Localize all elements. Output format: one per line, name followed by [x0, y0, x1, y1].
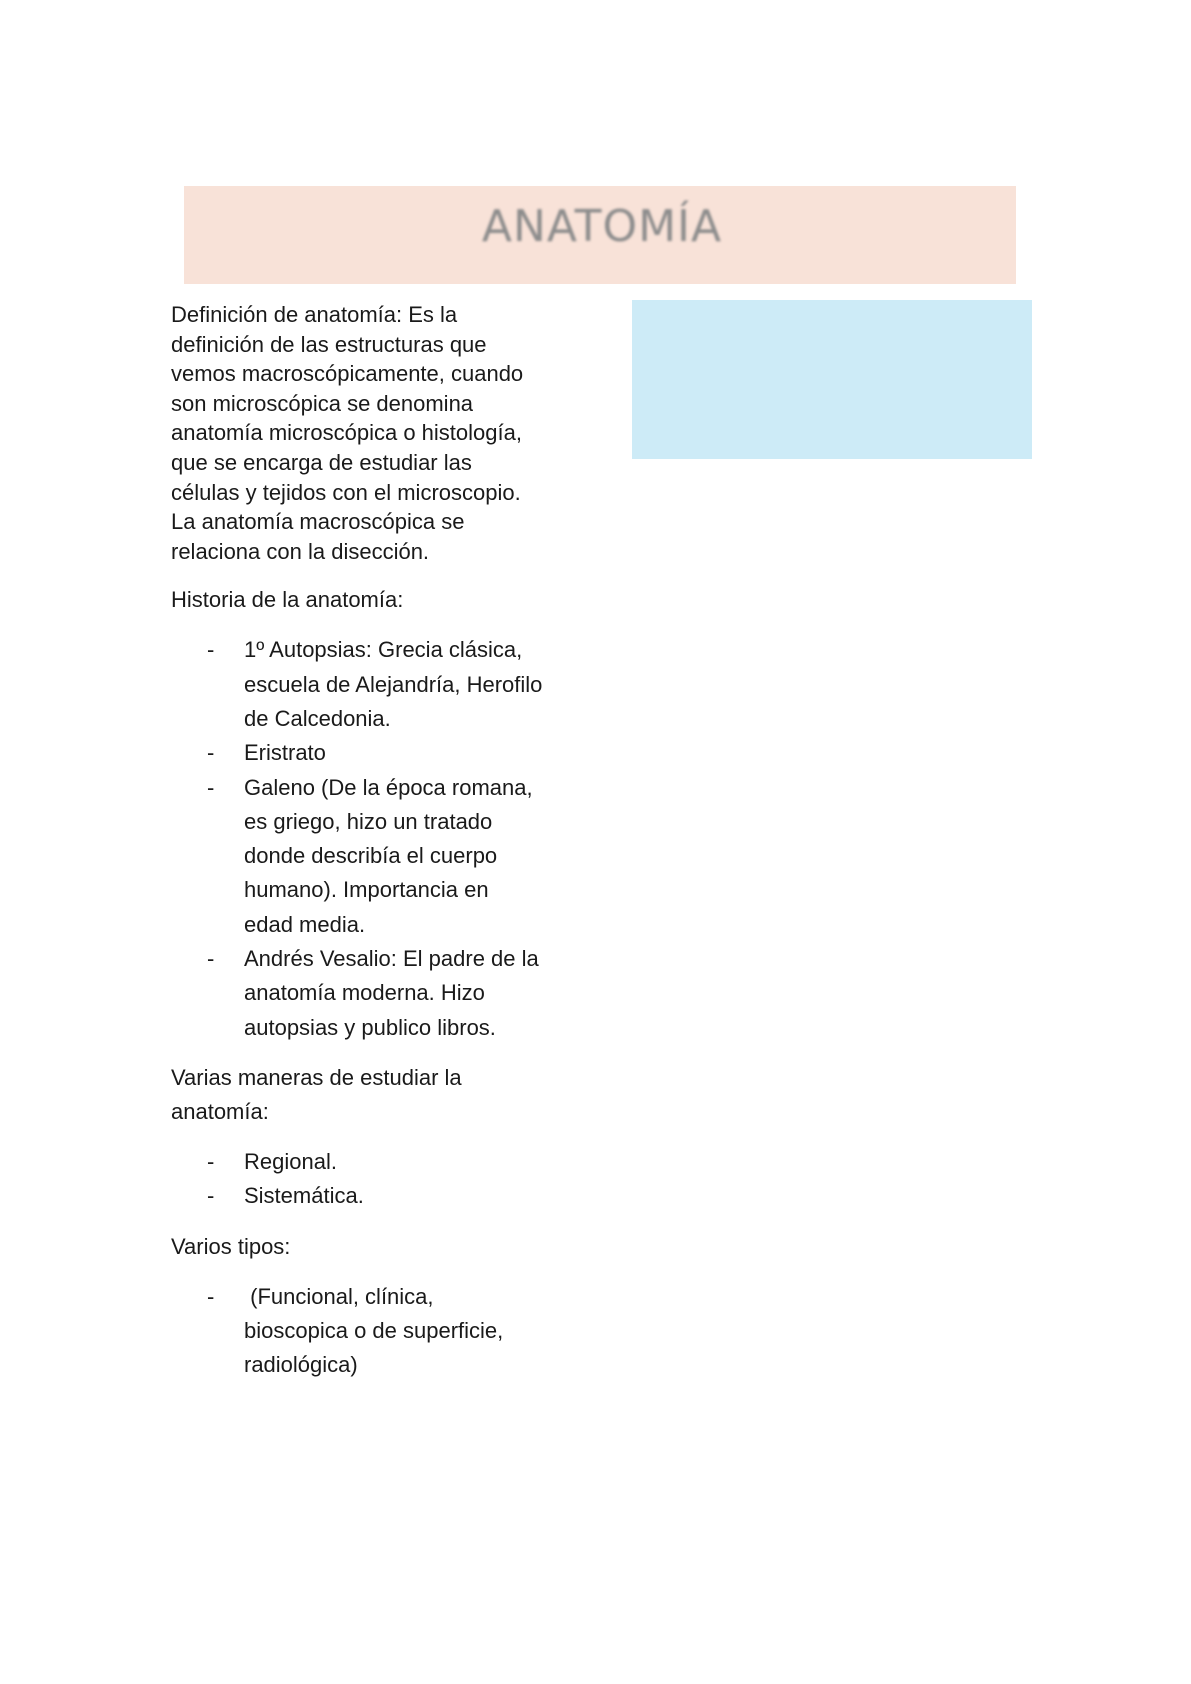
list-line: anatomía moderna. Hizo [244, 980, 485, 1006]
list-item-text [244, 736, 584, 770]
list-item [171, 736, 591, 770]
list-line: edad media. [244, 911, 366, 937]
list-line: humano). Importancia en [244, 877, 489, 903]
list-line: radiológica) [244, 1352, 358, 1378]
intro-line: Definición de anatomía: Es la [171, 302, 458, 327]
list-line: donde describía el cuerpo [244, 843, 498, 869]
intro-line: relaciona con la disección. [171, 538, 430, 564]
list-item [171, 771, 591, 942]
page-title: ANATOMÍA [481, 200, 723, 252]
tipos-list [171, 1280, 591, 1383]
list-item [171, 942, 591, 1045]
list-item-text [244, 1145, 584, 1179]
intro-line: células y tejidos con el microscopio. [171, 479, 521, 505]
intro-line: anatomía microscópica o histología, [171, 420, 522, 446]
list-item [171, 1179, 591, 1213]
list-item [171, 1280, 591, 1383]
list-line: de Calcedonia. [244, 705, 391, 731]
historia-list [171, 633, 591, 1045]
list-line: Eristrato [244, 740, 326, 766]
intro-line: son microscópica se denomina [171, 390, 474, 416]
heading-line: Varias maneras de estudiar la [171, 1064, 462, 1090]
list-line: escuela de Alejandría, Herofilo [244, 671, 543, 697]
bullet-dash: - [207, 1183, 215, 1209]
list-line: es griego, hizo un tratado [244, 808, 493, 834]
maneras-heading [171, 1061, 591, 1129]
intro-line: definición de las estructuras que [171, 331, 487, 357]
intro-paragraph [171, 300, 591, 566]
intro-line: que se encarga de estudiar las [171, 449, 472, 475]
list-item [171, 1145, 591, 1179]
blue-box [632, 300, 1032, 459]
historia-heading: Historia de la anatomía: [171, 587, 404, 613]
list-line: 1º Autopsias: Grecia clásica, [244, 637, 523, 663]
list-item-text [244, 1280, 584, 1383]
list-line: autopsias y publico libros. [244, 1014, 496, 1040]
list-line: bioscopica o de superficie, [244, 1317, 504, 1343]
heading-line: anatomía: [171, 1098, 269, 1124]
maneras-list [171, 1145, 591, 1214]
list-line: Sistemática. [244, 1183, 364, 1209]
content-column [171, 300, 591, 1382]
list-item [171, 633, 591, 736]
bullet-dash: - [207, 1148, 215, 1174]
list-line: Regional. [244, 1148, 337, 1174]
list-line: Galeno (De la época romana, [244, 774, 533, 800]
list-line: Andrés Vesalio: El padre de la [244, 946, 539, 972]
title-banner [184, 186, 1016, 284]
bullet-dash: - [207, 946, 215, 972]
bullet-dash: - [207, 774, 215, 800]
bullet-dash: - [207, 740, 215, 766]
list-line: (Funcional, clínica, [244, 1283, 434, 1309]
list-item-text [244, 1179, 584, 1213]
tipos-heading: Varios tipos: [171, 1233, 291, 1259]
intro-line: La anatomía macroscópica se [171, 509, 465, 535]
list-item-text [244, 771, 584, 942]
list-item-text [244, 942, 584, 1045]
list-item-text [244, 633, 584, 736]
intro-line: vemos macroscópicamente, cuando [171, 361, 524, 387]
bullet-dash: - [207, 1283, 215, 1309]
bullet-dash: - [207, 637, 215, 663]
